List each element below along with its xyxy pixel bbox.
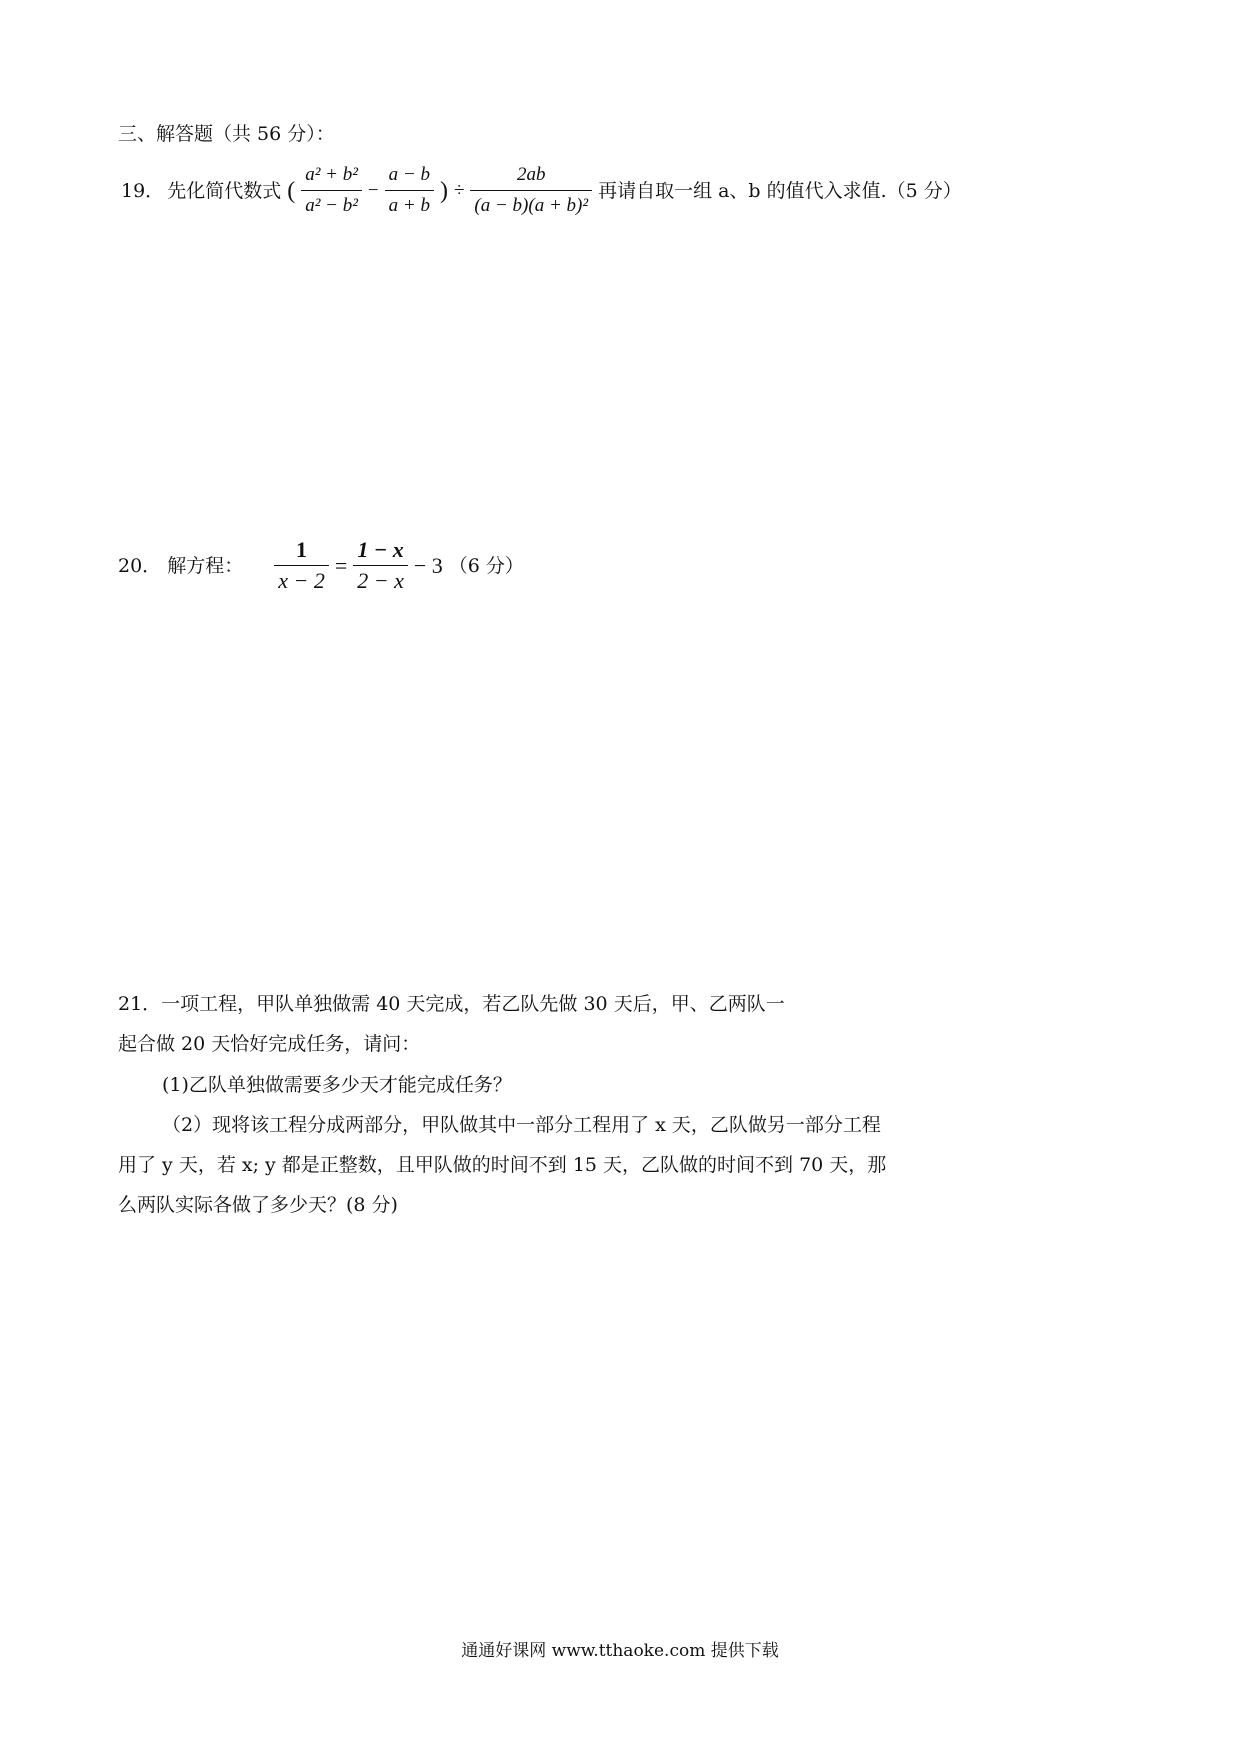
- q19-close-paren: ): [439, 177, 448, 204]
- q19-number: 19．: [121, 179, 165, 202]
- q19-fraction-3-denominator: (a − b)(a + b)²: [470, 190, 592, 218]
- q20-rhs-denominator: 2 − x: [353, 565, 408, 593]
- q21-part-1: (1)乙队单独做需要多少天才能完成任务？: [162, 1074, 512, 1096]
- q20-prefix: 解方程：: [167, 554, 244, 577]
- q21-part-2-line-2: 用了 y 天，若 x; y 都是正整数，且甲队做的时间不到 15 天，乙队做的时间不到 70 天，那: [118, 1154, 887, 1176]
- q19-fraction-2-numerator: a − b: [388, 164, 430, 185]
- q19-minus: −: [367, 179, 379, 201]
- q20-rhs-fraction: [353, 538, 408, 593]
- q19-fraction-1-denominator: a² − b²: [301, 190, 362, 218]
- q20-rhs-numerator: 1 − x: [357, 537, 404, 562]
- q19-fraction-3-numerator: 2ab: [516, 164, 546, 185]
- q19-fraction-1: [301, 163, 362, 218]
- question-19: [118, 163, 965, 218]
- q19-fraction-1-numerator: a² + b²: [305, 164, 358, 185]
- question-20: [118, 538, 527, 593]
- q19-open-paren: (: [287, 177, 296, 204]
- q20-lhs-denominator: x − 2: [274, 565, 329, 593]
- q19-suffix: 再请自取一组 a、b 的值代入求值.（5 分）: [598, 179, 962, 202]
- q19-fraction-3: [470, 163, 592, 218]
- q21-line-2: 起合做 20 天恰好完成任务，请问：: [118, 1033, 421, 1055]
- q19-fraction-2: [385, 163, 434, 218]
- footer-credit: 通通好课网 www.tthaoke.com 提供下载: [461, 1641, 779, 1661]
- q19-divide: ÷: [453, 179, 465, 201]
- q20-points: （6 分）: [448, 554, 524, 577]
- section-heading: 三、解答题（共 56 分）：: [118, 123, 335, 145]
- q20-equals: =: [334, 552, 348, 578]
- q21-line-1: 21．一项工程，甲队单独做需 40 天完成，若乙队先做 30 天后，甲、乙两队一: [118, 993, 785, 1015]
- q21-part-2-line-1: （2）现将该工程分成两部分，甲队做其中一部分工程用了 x 天，乙队做另一部分工程: [162, 1114, 881, 1136]
- q20-lhs-fraction: [274, 538, 329, 593]
- q21-part-2-line-3: 么两队实际各做了多少天？(8 分): [118, 1194, 398, 1216]
- q19-fraction-2-denominator: a + b: [385, 190, 434, 218]
- q20-tail: − 3: [413, 552, 443, 578]
- q20-number: 20．: [118, 554, 162, 577]
- q19-prefix: 先化简代数式: [167, 179, 282, 202]
- q20-lhs-numerator: 1: [296, 537, 308, 562]
